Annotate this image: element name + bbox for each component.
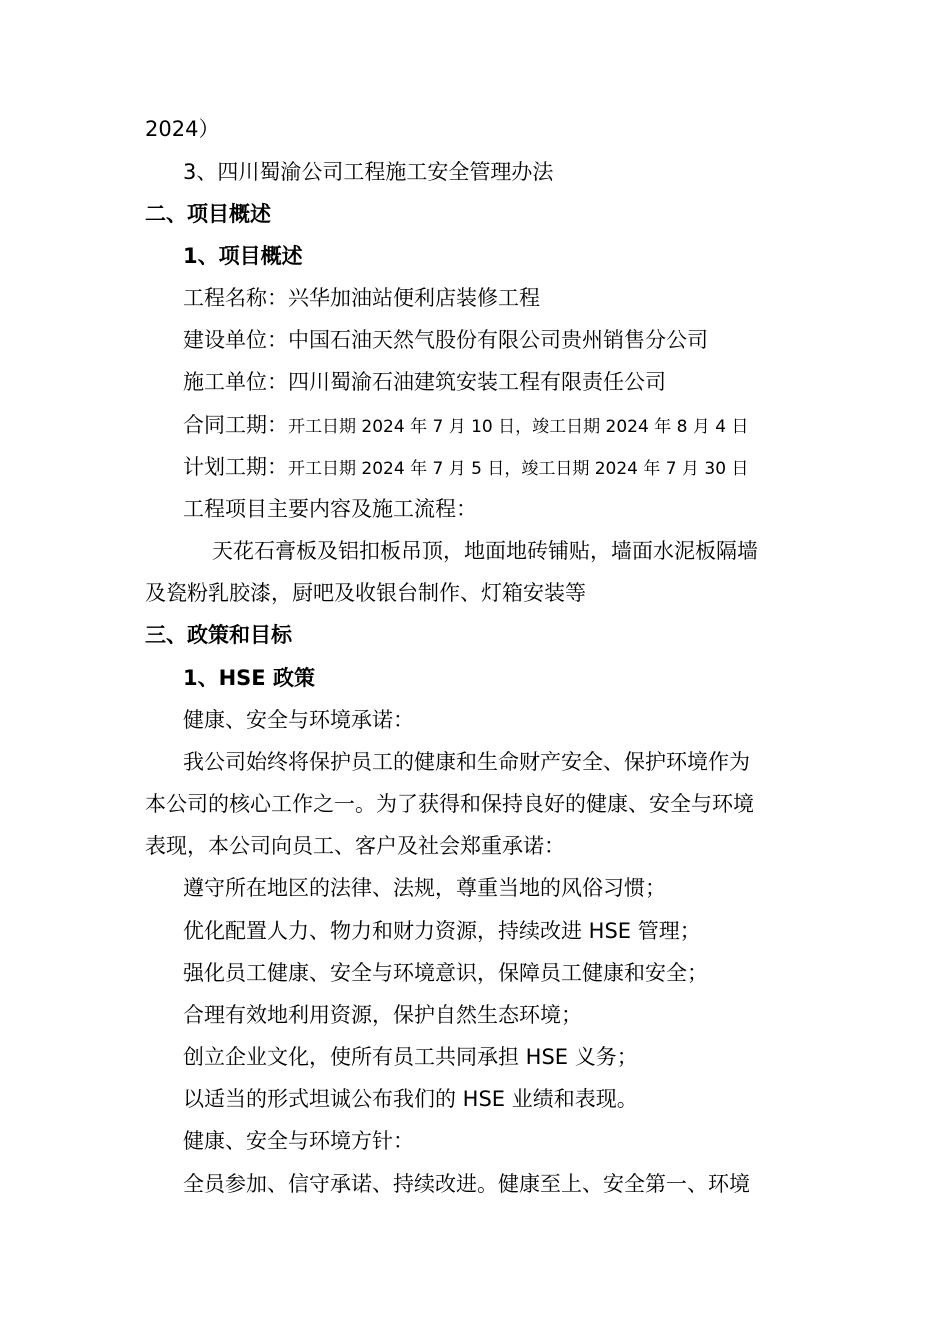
text-line-commitment-heading: 健康、安全与环境承诺：: [183, 708, 414, 732]
text-line-scope-2: 及瓷粉乳胶漆，厨吧及收银台制作、灯箱安装等: [145, 581, 586, 605]
contract-period-value: 开工日期 2024 年 7 月 10 日，竣工日期 2024 年 8 月 4 日: [288, 417, 749, 437]
text-line-commitment-6: 以适当的形式坦诚公布我们的 HSE 业绩和表现。: [183, 1087, 638, 1111]
text-line-owner: 建设单位：中国石油天然气股份有限公司贵州销售分公司: [183, 328, 708, 352]
subsection-heading-2-1: 1、项目概述: [183, 244, 303, 268]
text-line-policy-1: 全员参加、信守承诺、持续改进。健康至上、安全第一、环境: [183, 1172, 750, 1196]
text-line-commitment-4: 合理有效地利用资源，保护自然生态环境；: [183, 1003, 582, 1027]
text-line-commitment-3: 强化员工健康、安全与环境意识，保障员工健康和安全；: [183, 961, 708, 985]
text-line-paragraph-3: 表现，本公司向员工、客户及社会郑重承诺：: [145, 834, 565, 858]
subsection-heading-3-1: 1、HSE 政策: [183, 666, 315, 690]
text-line-commitment-5: 创立企业文化，使所有员工共同承担 HSE 义务；: [183, 1045, 638, 1069]
text-line-scope-1: 天花石膏板及铝扣板吊顶，地面地砖铺贴，墙面水泥板隔墙: [212, 539, 758, 563]
text-line-project-name: 工程名称：兴华加油站便利店装修工程: [183, 286, 540, 310]
text-line-policy-heading: 健康、安全与环境方针：: [183, 1129, 414, 1153]
text-line-reference-3: 3、四川蜀渝公司工程施工安全管理办法: [183, 160, 554, 184]
text-line-paragraph-1: 我公司始终将保护员工的健康和生命财产安全、保护环境作为: [183, 750, 750, 774]
text-line-contract-period: [183, 410, 748, 442]
text-line-commitment-1: 遵守所在地区的法律、法规，尊重当地的风俗习惯；: [183, 876, 666, 900]
text-line-commitment-2: 优化配置人力、物力和财力资源，持续改进 HSE 管理；: [183, 919, 701, 943]
text-line-paragraph-2: 本公司的核心工作之一。为了获得和保持良好的健康、安全与环境: [145, 792, 754, 816]
text-line-contractor: 施工单位：四川蜀渝石油建筑安装工程有限责任公司: [183, 370, 666, 394]
text-line-planned-period: [183, 452, 748, 484]
text-line-continuation: 2024）: [145, 117, 220, 141]
planned-period-value: 开工日期 2024 年 7 月 5 日，竣工日期 2024 年 7 月 30 日: [288, 459, 749, 479]
section-heading-3: 三、政策和目标: [145, 623, 292, 647]
contract-period-label: 合同工期：: [183, 413, 288, 437]
planned-period-label: 计划工期：: [183, 455, 288, 479]
text-line-scope-heading: 工程项目主要内容及施工流程：: [183, 497, 477, 521]
section-heading-2: 二、项目概述: [145, 202, 271, 226]
